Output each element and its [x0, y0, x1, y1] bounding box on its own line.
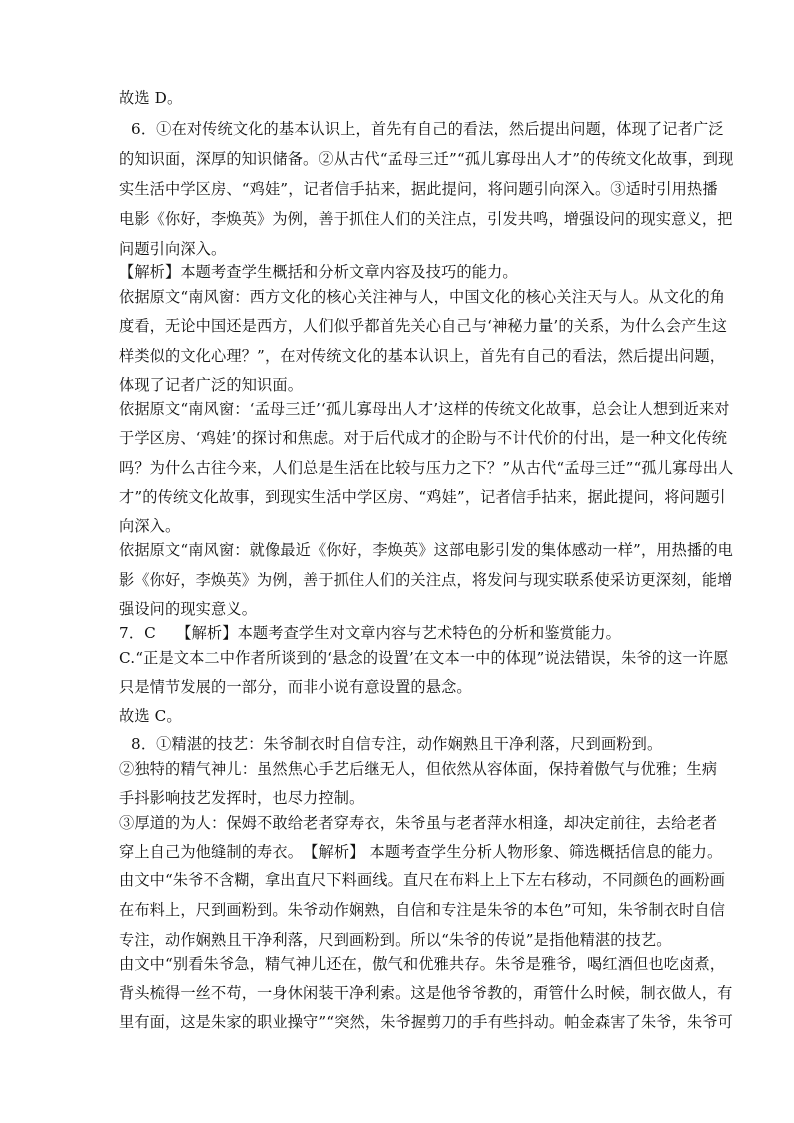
text-line: 7．C 【解析】本题考查学生对文章内容与艺术特色的分析和鉴赏能力。	[119, 624, 622, 642]
text-line: 电影《你好，李焕英》为例，善于抓住人们的关注点，引发共鸣，增强设问的现实意义，把	[119, 210, 733, 228]
text-line: 影《你好，李焕英》为例，善于抓住人们的关注点，将发问与现实联系使采访更深刻，能增	[119, 571, 733, 589]
text-line: 【解析】本题考查学生概括和分析文章内容及技巧的能力。	[119, 263, 518, 281]
text-line: 依据原文“南风窗：就像最近《你好，李焕英》这部电影引发的集体感动一样”，用热播的电	[119, 541, 733, 559]
text-line: 于学区房、‘鸡娃’的探讨和焦虑。对于后代成才的企盼与不计代价的付出，是一种文化传统	[119, 429, 728, 447]
text-line: 问题引向深入。	[119, 240, 227, 258]
text-line: 由文中“别看朱爷急，精气神儿还在，傲气和优雅共存。朱爷是雅爷，喝红酒但也吃卤煮，	[119, 955, 726, 973]
text-line: 里有面，这是朱家的职业操守”“突然，朱爷握剪刀的手有些抖动。帕金森害了朱爷，朱爷可	[119, 1013, 733, 1031]
text-line: 穿上自己为他缝制的寿衣。 【解析】 本题考查学生分析人物形象、筛选概括信息的能力。	[119, 843, 723, 861]
text-line: 只是情节发展的一部分，而非小说有意设置的悬念。	[119, 678, 472, 696]
text-line: ②独特的精气神儿：虽然焦心手艺后继无人，但依然从容体面，保持着傲气与优雅；生病	[119, 760, 718, 778]
text-line: 实生活中学区房、“鸡娃”，记者信手拈来，据此提问，将问题引向深入。③适时引用热播	[119, 180, 718, 198]
text-line: 手抖影响技艺发挥时，也尽力控制。	[119, 789, 365, 807]
text-line: 体现了记者广泛的知识面。	[119, 376, 304, 394]
text-line: 的知识面，深厚的知识储备。②从古代“孟母三迁”“孤儿寡母出人才”的传统文化故事，到现	[119, 150, 734, 168]
text-line: 强设问的现实意义。	[119, 600, 258, 618]
text-line: 吗？为什么古往今来，人们总是生活在比较与压力之下？”从古代“孟母三迁”“孤儿寡母出人	[119, 459, 734, 477]
text-line: 故选 D。	[119, 89, 183, 107]
text-line: 样类似的文化心理？”，在对传统文化的基本认识上，首先有自己的看法，然后提出问题，	[119, 347, 726, 365]
text-line: 由文中“朱爷不含糊，拿出直尺下料画线。直尺在布料上上下左右移动，不同颜色的画粉画	[119, 871, 726, 889]
text-line: ③厚道的为人：保姆不敢给老者穿寿衣，朱爷虽与老者萍水相逢，却决定前往，去给老者	[119, 814, 718, 832]
text-line: 背头梳得一丝不苟，一身休闲装干净利索。这是他爷爷教的，甭管什么时候，制衣做人，有	[119, 984, 733, 1002]
text-line: 依据原文“南风窗：‘孟母三迁’‘孤儿寡母出人才’这样的传统文化故事，总会让人想到近来对	[119, 400, 730, 418]
text-line: 故选 C。	[119, 707, 182, 725]
text-line: 专注，动作娴熟且干净利落，尺到画粉到。所以“朱爷的传说”是指他精湛的技艺。	[119, 931, 672, 949]
text-line: 向深入。	[119, 517, 181, 535]
text-line: 在布料上，尺到画粉到。朱爷动作娴熟，自信和专注是朱爷的本色”可知，朱爷制衣时自信	[119, 901, 726, 919]
text-line: 6．①在对传统文化的基本认识上，首先有自己的看法，然后提出问题，体现了记者广泛	[131, 120, 724, 138]
text-line: 8．①精湛的技艺：朱爷制衣时自信专注，动作娴熟且干净利落，尺到画粉到。	[131, 735, 663, 753]
text-line: 度看，无论中国还是西方，人们似乎都首先关心自己与‘神秘力量’的关系，为什么会产生这	[119, 317, 728, 335]
text-line: 才”的传统文化故事，到现实生活中学区房、“鸡娃”，记者信手拈来，据此提问，将问题引	[119, 488, 726, 506]
text-line: 依据原文“南风窗：西方文化的核心关注神与人，中国文化的核心关注天与人。从文化的角	[119, 288, 726, 306]
text-line: C.“正是文本二中作者所谈到的‘悬念的设置’在文本一中的体现”说法错误，朱爷的这一许愿	[119, 649, 729, 667]
